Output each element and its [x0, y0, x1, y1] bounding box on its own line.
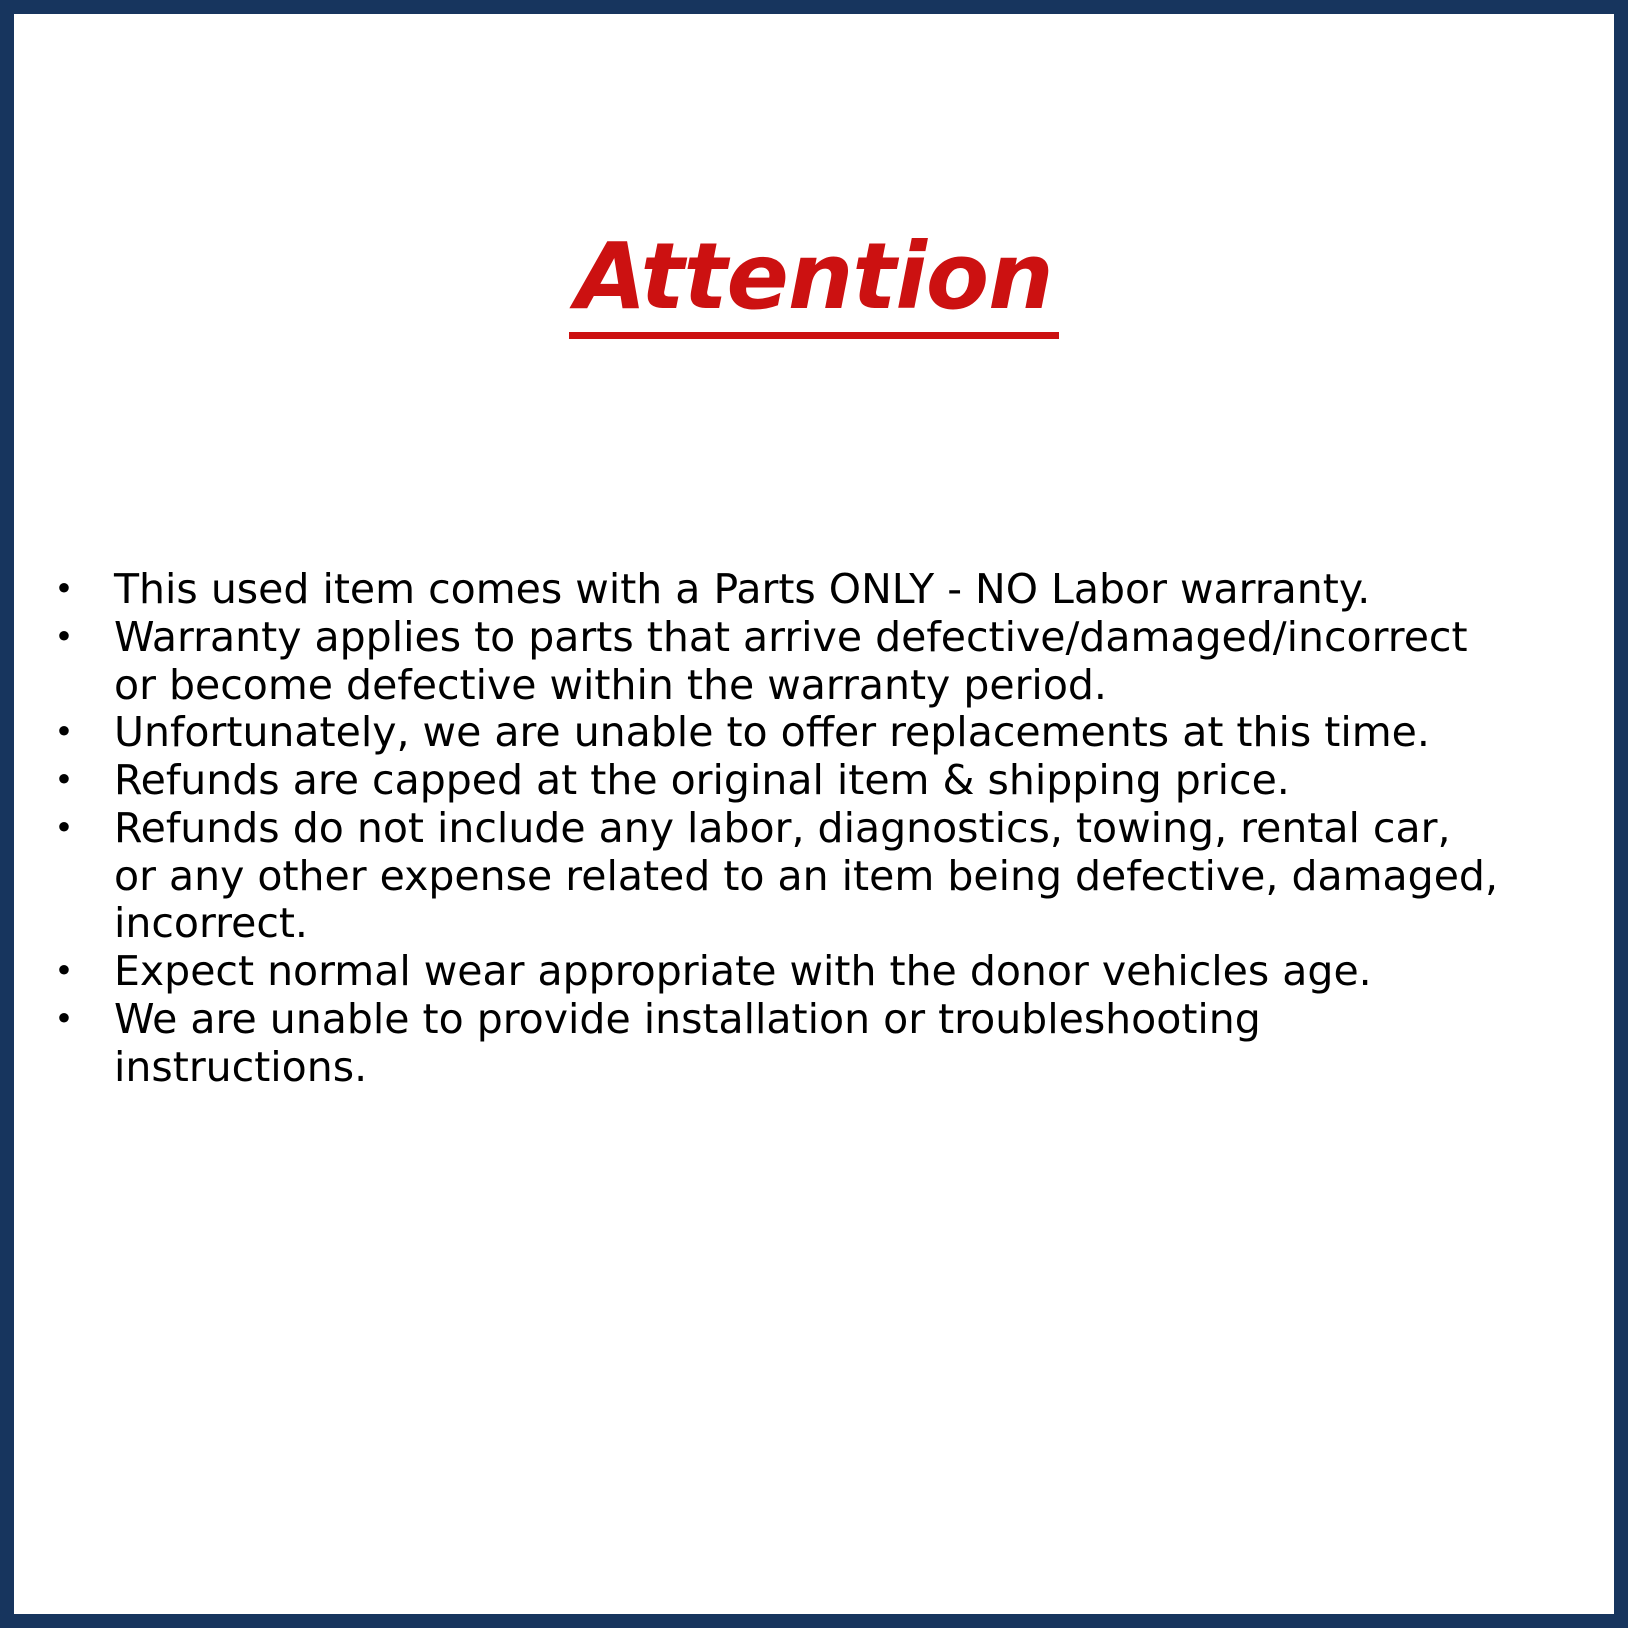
- list-item-text: Expect normal wear appropriate with the donor vehicles age.: [114, 947, 1372, 995]
- list-item-text: Refunds do not include any labor, diagnostics, towing, rental car, or any other expense related to an item being defective, damaged, incorrect.: [114, 803, 1498, 948]
- bullet-icon: •: [54, 760, 74, 799]
- list-item: [14, 996, 1614, 1092]
- page-title: [14, 14, 1614, 339]
- list-item-text: Warranty applies to parts that arrive defective/damaged/incorrect or become defective within the warranty period.: [114, 612, 1468, 709]
- list-item-text: We are unable to provide installation or troubleshooting instructions.: [114, 994, 1261, 1091]
- bullet-icon: •: [54, 712, 74, 752]
- list-item-text: Unfortunately, we are unable to offer replacements at this time.: [114, 708, 1430, 757]
- list-item: [14, 948, 1614, 996]
- list-item-text: This used item comes with a Parts ONLY - NO Labor warranty.: [114, 565, 1371, 613]
- bullet-icon: •: [54, 569, 74, 608]
- list-item: [14, 709, 1614, 757]
- page-title-text: Attention: [569, 229, 1058, 339]
- bullet-icon: •: [54, 998, 74, 1038]
- notice-inner: [14, 14, 1614, 1614]
- list-item: [14, 757, 1614, 805]
- bullet-icon: •: [54, 616, 74, 656]
- bullet-icon: •: [54, 951, 74, 990]
- list-item: [14, 566, 1614, 614]
- list-item-text: Refunds are capped at the original item & shipping price.: [114, 756, 1290, 804]
- list-item: [14, 614, 1614, 710]
- bullet-icon: •: [54, 807, 74, 847]
- list-item: [14, 805, 1614, 948]
- policy-list: [14, 566, 1614, 1091]
